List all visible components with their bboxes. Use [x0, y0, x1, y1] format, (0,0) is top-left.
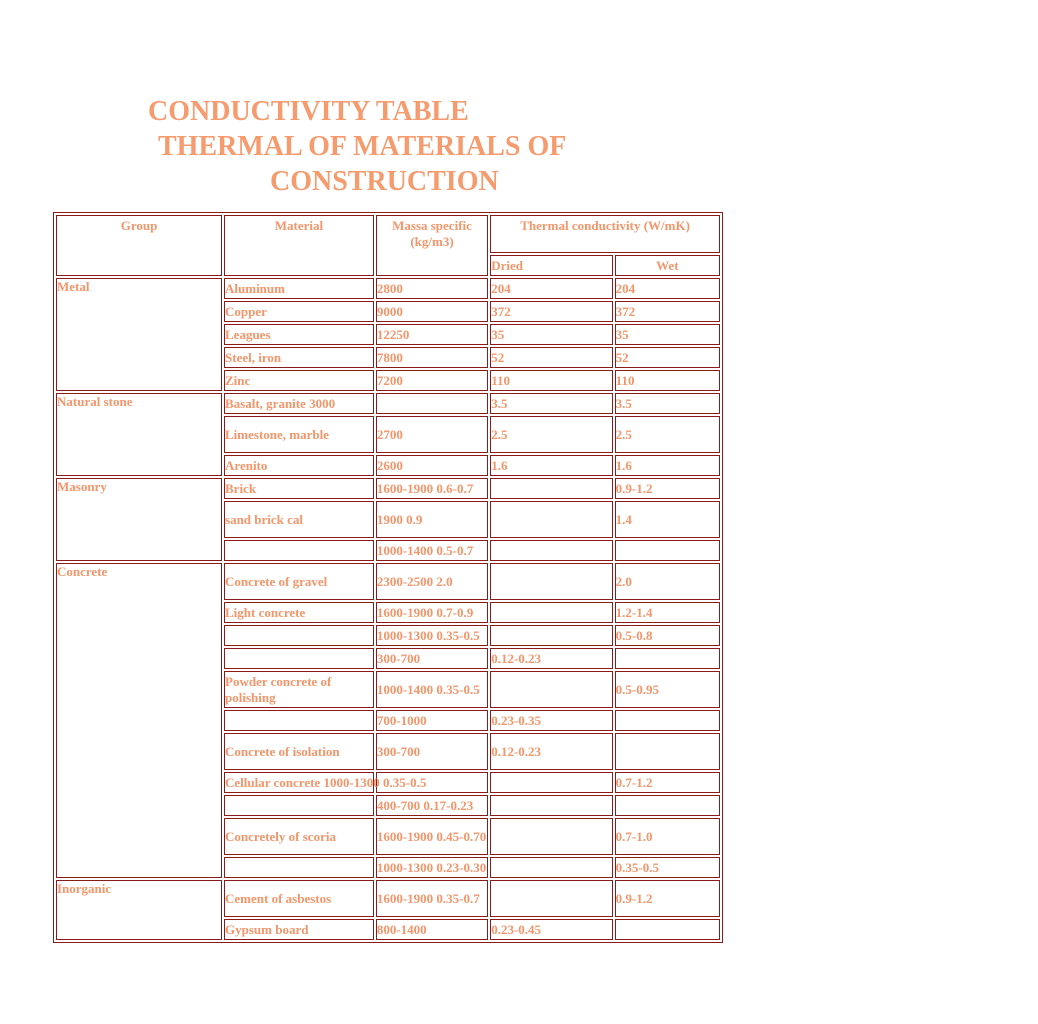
wet-cell: 35 — [615, 324, 720, 345]
dried-cell — [490, 818, 612, 855]
massa-cell: 1000-1300 0.23-0.30 — [376, 857, 488, 878]
header-wet: Wet — [615, 255, 720, 276]
dried-cell — [490, 478, 612, 499]
wet-cell — [615, 919, 720, 940]
dried-cell — [490, 540, 612, 561]
wet-cell — [615, 648, 720, 669]
material-cell: Powder concrete of polishing — [224, 671, 374, 708]
page-title-line-2: THERMAL OF MATERIALS OF — [158, 131, 567, 162]
material-cell — [224, 648, 374, 669]
material-cell — [224, 857, 374, 878]
group-cell-natural-stone: Natural stone — [56, 393, 222, 476]
wet-cell: 0.35-0.5 — [615, 857, 720, 878]
wet-cell: 0.7-1.0 — [615, 818, 720, 855]
material-cell: Leagues — [224, 324, 374, 345]
material-cell: Concretely of scoria — [224, 818, 374, 855]
dried-cell: 110 — [490, 370, 612, 391]
wet-cell: 3.5 — [615, 393, 720, 414]
header-dried: Dried — [490, 255, 612, 276]
table-row — [56, 478, 720, 499]
wet-cell: 1.4 — [615, 501, 720, 538]
material-cell: Concrete of isolation — [224, 733, 374, 770]
material-cell: Cellular concrete 1000-1300 0.35-0.5 — [224, 772, 374, 793]
header-massa: Massa specific (kg/m3) — [376, 215, 488, 276]
massa-cell: 1000-1300 0.35-0.5 — [376, 625, 488, 646]
wet-cell: 372 — [615, 301, 720, 322]
dried-cell — [490, 857, 612, 878]
massa-cell: 400-700 0.17-0.23 — [376, 795, 488, 816]
material-cell: Aluminum — [224, 278, 374, 299]
group-cell-masonry: Masonry — [56, 478, 222, 561]
dried-cell — [490, 772, 612, 793]
massa-cell: 7200 — [376, 370, 488, 391]
material-cell — [224, 625, 374, 646]
massa-cell: 1600-1900 0.6-0.7 — [376, 478, 488, 499]
wet-cell: 0.5-0.8 — [615, 625, 720, 646]
wet-cell — [615, 710, 720, 731]
wet-cell: 0.5-0.95 — [615, 671, 720, 708]
wet-cell: 2.5 — [615, 416, 720, 453]
massa-cell: 1600-1900 0.7-0.9 — [376, 602, 488, 623]
material-cell: Gypsum board — [224, 919, 374, 940]
wet-cell: 2.0 — [615, 563, 720, 600]
dried-cell — [490, 880, 612, 917]
massa-cell: 2300-2500 2.0 — [376, 563, 488, 600]
material-cell: Copper — [224, 301, 374, 322]
table-row — [56, 393, 720, 414]
material-cell: Arenito — [224, 455, 374, 476]
dried-cell: 2.5 — [490, 416, 612, 453]
group-cell-concrete: Concrete — [56, 563, 222, 878]
massa-cell: 700-1000 — [376, 710, 488, 731]
massa-cell: 12250 — [376, 324, 488, 345]
massa-cell: 300-700 — [376, 648, 488, 669]
dried-cell: 0.12-0.23 — [490, 648, 612, 669]
material-cell — [224, 710, 374, 731]
dried-cell: 0.23-0.45 — [490, 919, 612, 940]
dried-cell: 35 — [490, 324, 612, 345]
wet-cell: 110 — [615, 370, 720, 391]
material-cell — [224, 795, 374, 816]
dried-cell — [490, 795, 612, 816]
wet-cell: 0.9-1.2 — [615, 478, 720, 499]
material-cell: Cement of asbestos — [224, 880, 374, 917]
group-cell-metal: Metal — [56, 278, 222, 391]
dried-cell: 204 — [490, 278, 612, 299]
wet-cell: 0.9-1.2 — [615, 880, 720, 917]
wet-cell: 204 — [615, 278, 720, 299]
massa-cell: 1600-1900 0.45-0.70 — [376, 818, 488, 855]
dried-cell: 0.12-0.23 — [490, 733, 612, 770]
table-body — [56, 215, 720, 940]
material-cell: sand brick cal — [224, 501, 374, 538]
material-cell: Zinc — [224, 370, 374, 391]
massa-cell: 800-1400 — [376, 919, 488, 940]
dried-cell — [490, 501, 612, 538]
dried-cell: 372 — [490, 301, 612, 322]
wet-cell — [615, 795, 720, 816]
wet-cell — [615, 733, 720, 770]
material-cell: Steel, iron — [224, 347, 374, 368]
wet-cell: 1.2-1.4 — [615, 602, 720, 623]
table-row — [56, 563, 720, 600]
massa-cell: 1000-1400 0.5-0.7 — [376, 540, 488, 561]
page-title-line-3: CONSTRUCTION — [270, 166, 499, 197]
wet-cell — [615, 540, 720, 561]
massa-cell: 2800 — [376, 278, 488, 299]
group-cell-inorganic: Inorganic — [56, 880, 222, 940]
material-cell: Limestone, marble — [224, 416, 374, 453]
dried-cell: 0.23-0.35 — [490, 710, 612, 731]
page-title-line-1: CONDUCTIVITY TABLE — [148, 96, 469, 127]
header-group: Group — [56, 215, 222, 276]
header-thermal: Thermal conductivity (W/mK) — [490, 215, 720, 253]
dried-cell: 1.6 — [490, 455, 612, 476]
massa-cell: 1000-1400 0.35-0.5 — [376, 671, 488, 708]
wet-cell: 1.6 — [615, 455, 720, 476]
wet-cell: 0.7-1.2 — [615, 772, 720, 793]
material-cell: Brick — [224, 478, 374, 499]
material-cell: Light concrete — [224, 602, 374, 623]
wet-cell: 52 — [615, 347, 720, 368]
massa-cell: 9000 — [376, 301, 488, 322]
conductivity-table — [53, 212, 723, 943]
massa-cell: 2700 — [376, 416, 488, 453]
dried-cell — [490, 671, 612, 708]
header-material: Material — [224, 215, 374, 276]
massa-cell: 2600 — [376, 455, 488, 476]
massa-cell: 7800 — [376, 347, 488, 368]
massa-cell: 1600-1900 0.35-0.7 — [376, 880, 488, 917]
dried-cell: 3.5 — [490, 393, 612, 414]
table-row — [56, 880, 720, 917]
dried-cell — [490, 602, 612, 623]
massa-cell: 1900 0.9 — [376, 501, 488, 538]
dried-cell: 52 — [490, 347, 612, 368]
massa-cell — [376, 393, 488, 414]
massa-cell: 300-700 — [376, 733, 488, 770]
material-cell: Basalt, granite 3000 — [224, 393, 374, 414]
material-cell: Concrete of gravel — [224, 563, 374, 600]
dried-cell — [490, 625, 612, 646]
table-row — [56, 278, 720, 299]
material-cell — [224, 540, 374, 561]
dried-cell — [490, 563, 612, 600]
